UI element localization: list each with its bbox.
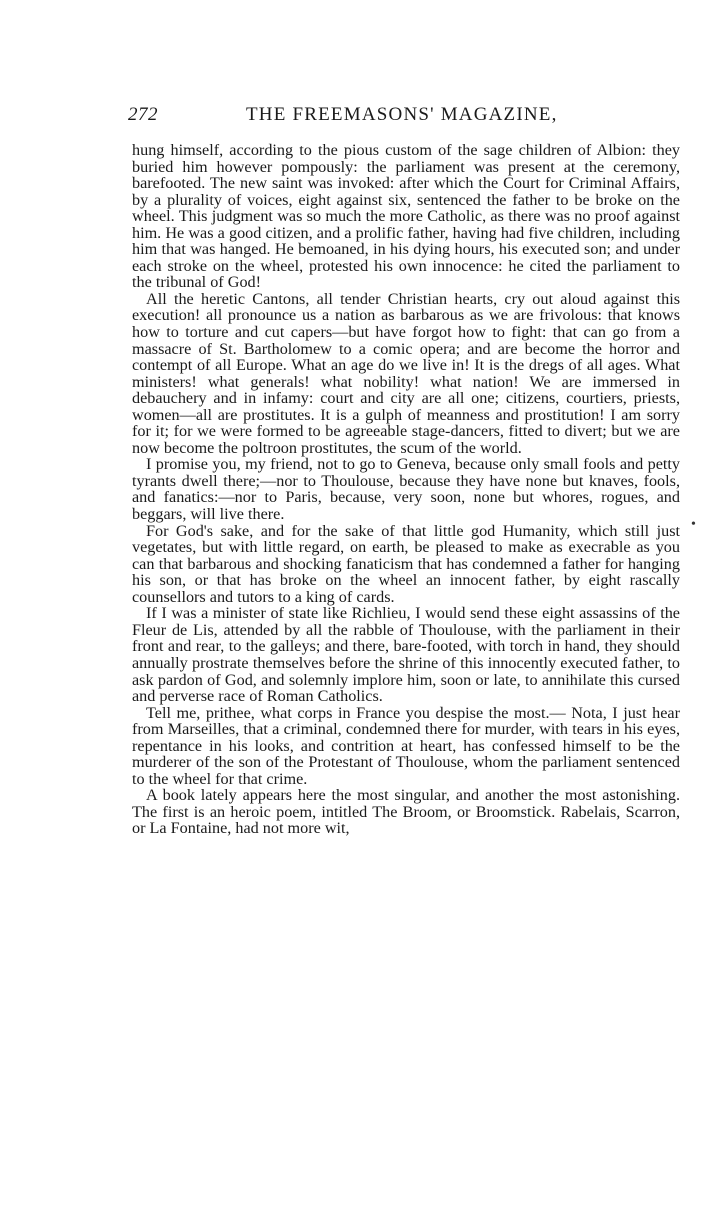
paragraph-6: Tell me, prithee, what corps in France you despise the most.— Nota, I just hear from Marseilles, that a criminal, condemned there for murder, with tears in his eyes, repentance in his looks, and contrition at heart, has confessed himself to be the murderer of the son of the Protestant of Thoulouse, whom the parliament sentenced to the wheel for that crime. <box>132 703 680 788</box>
paragraph-1: hung himself, according to the pious custom of the sage children of Albion: they buried him however pompously: the parliament was present at the ceremony, barefooted. The new saint was invoked: after which the Court for Criminal Affairs, by a plurality of voices, eight against six, sentenced the father to be broke on the wheel. This judgment was so much the more Catholic, as there was no proof against him. He was a good citizen, and a prolific father, having had five children, including him that was hanged. He bemoaned, in his dying hours, his executed son; and under each stroke on the wheel, protested his own innocence: he cited the parliament to the tribunal of God! <box>132 141 680 292</box>
paragraph-5: If I was a minister of state like Richlieu, I would send these eight assassins of the Fleur de Lis, attended by all the rabble of Thoulouse, with the parliament in their front and rear, to the galleys; and there, bare-footed, with torch in hand, they should annually prostrate themselves before the shrine of this innocently executed father, to ask pardon of God, and solemnly implore him, soon or late, to annihilate this cursed and perverse race of Roman Catholics. <box>132 604 680 706</box>
journal-title: THE FREEMASONS' MAGAZINE, <box>246 104 558 125</box>
paragraph-2: All the heretic Cantons, all tender Christian hearts, cry out aloud against this execution! all pronounce us a nation as barbarous as we are frivolous: that knows how to torture and cut capers—but have forgot how to fight: that can go from a massacre of St. Bartholomew to a comic opera; and are become the horror and contempt of all Europe. What an age do we live in! It is the dregs of all ages. What ministers! what generals! what nobility! what nation! We are immersed in debauchery and in infamy: court and city are all one; citizens, courtiers, priests, women—all are prostitutes. It is a gulph of meanness and prostitution! I am sorry for it; for we were formed to be agreeable stage-dancers, fitted to divert; but we are now become the poltroon prostitutes, the scum of the world. <box>132 289 680 457</box>
margin-mark: • <box>691 517 696 532</box>
article-body <box>132 142 680 837</box>
running-head <box>128 104 688 130</box>
paragraph-7: A book lately appears here the most singular, and another the most astonishing. The first is an heroic poem, intitled The Broom, or Broomstick. Rabelais, Scarron, or La Fontaine, had not more wit, <box>132 786 680 838</box>
paragraph-4: For God's sake, and for the sake of that little god Humanity, which still just vegetates, but with little regard, on earth, be pleased to make as execrable as you can that barbarous and shocking fanaticism that has condemned a father for hanging his son, or that has broke on the wheel an innocent father, by eight rascally counsellors and tutors to a king of cards. <box>132 521 680 606</box>
paragraph-3: I promise you, my friend, not to go to Geneva, because only small fools and petty tyrants dwell there;—nor to Thoulouse, because they have none but knaves, fools, and fanatics:—nor to Paris, because, very soon, none but whores, rogues, and beggars, will live there. <box>132 455 680 524</box>
page-number: 272 <box>128 104 158 125</box>
